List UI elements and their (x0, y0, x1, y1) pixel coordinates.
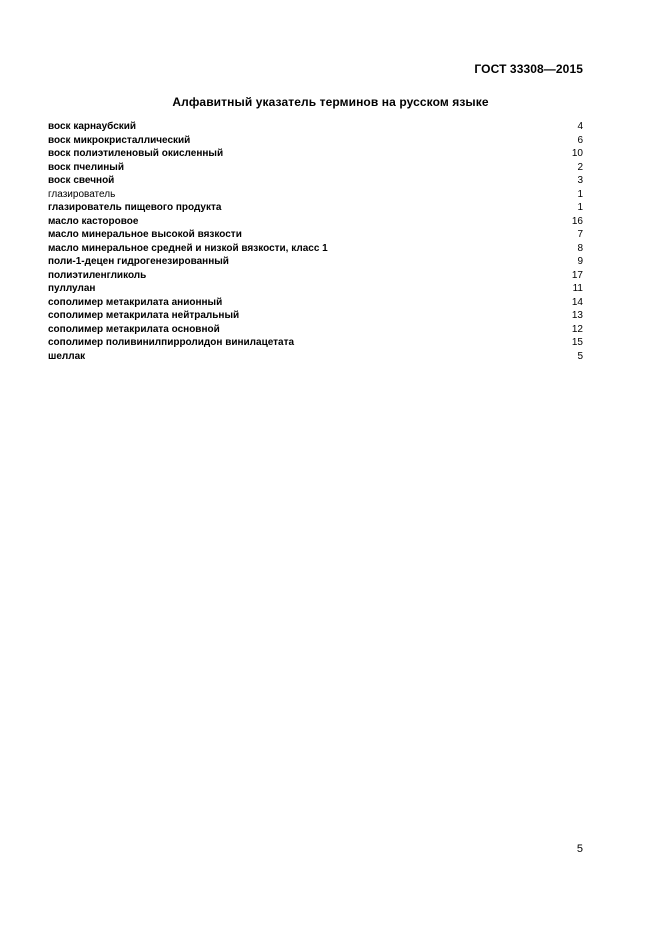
index-page-ref: 4 (577, 121, 583, 132)
index-entry (48, 255, 583, 269)
index-entry (48, 282, 583, 296)
index-page-ref: 13 (571, 310, 583, 321)
index-term: воск микрокристаллический (48, 134, 191, 146)
index-page-ref: 9 (577, 256, 583, 267)
index-term: поли-1-децен гидрогенезированный (48, 256, 229, 267)
index-term: масло минеральное высокой вязкости (48, 229, 242, 240)
index-term: шеллак (48, 350, 86, 362)
index-term: сополимер метакрилата нейтральный (48, 310, 240, 321)
index-page-ref: 3 (577, 175, 583, 186)
index-term: воск пчелиный (48, 161, 124, 173)
index-entry (48, 174, 583, 188)
index-title: Алфавитный указатель терминов на русском языке (172, 95, 489, 109)
index-term: масло касторовое (48, 215, 139, 227)
index-entry (48, 147, 583, 161)
index-term: сополимер метакрилата основной (48, 323, 220, 335)
index-entry (48, 228, 583, 242)
index-term: глазирователь пищевого продукта (48, 202, 222, 213)
index-entry (48, 188, 583, 202)
index-page-ref: 1 (577, 202, 583, 213)
index-entry (48, 134, 583, 148)
index-entry (48, 336, 583, 350)
index-entry (48, 269, 583, 283)
index-entry (48, 201, 583, 215)
index-page-ref: 5 (577, 350, 583, 362)
index-entry (48, 309, 583, 323)
index-page-ref: 7 (577, 229, 583, 240)
page-number: 5 (576, 843, 583, 855)
index-page-ref: 16 (571, 215, 583, 227)
index-entry (48, 323, 583, 337)
term-index-list (48, 120, 583, 363)
index-term: воск свечной (48, 175, 115, 186)
index-page-ref: 10 (571, 148, 583, 159)
index-term: полиэтиленгликоль (48, 269, 147, 281)
index-page-ref: 8 (577, 242, 583, 254)
index-entry (48, 215, 583, 229)
index-term: пуллулан (48, 283, 96, 294)
index-term: воск карнаубский (48, 121, 137, 132)
index-page-ref: 15 (571, 337, 583, 348)
index-entry (48, 296, 583, 310)
index-page-ref: 1 (577, 188, 583, 200)
index-page-ref: 14 (571, 296, 583, 308)
index-term: глазирователь (48, 188, 116, 200)
index-page-ref: 2 (577, 161, 583, 173)
index-page-ref: 12 (571, 323, 583, 335)
standard-code-header: ГОСТ 33308—2015 (474, 62, 583, 76)
index-term: воск полиэтиленовый окисленный (48, 148, 224, 159)
index-page-ref: 11 (572, 283, 583, 294)
index-term: сополимер метакрилата анионный (48, 296, 223, 308)
index-entry (48, 350, 583, 364)
index-entry (48, 161, 583, 175)
index-term: сополимер поливинилпирролидон винилацетата (48, 337, 295, 348)
index-page-ref: 17 (571, 269, 583, 281)
index-term: масло минеральное средней и низкой вязкости, класс 1 (48, 242, 328, 254)
index-entry (48, 242, 583, 256)
index-page-ref: 6 (577, 134, 583, 146)
index-entry (48, 120, 583, 134)
